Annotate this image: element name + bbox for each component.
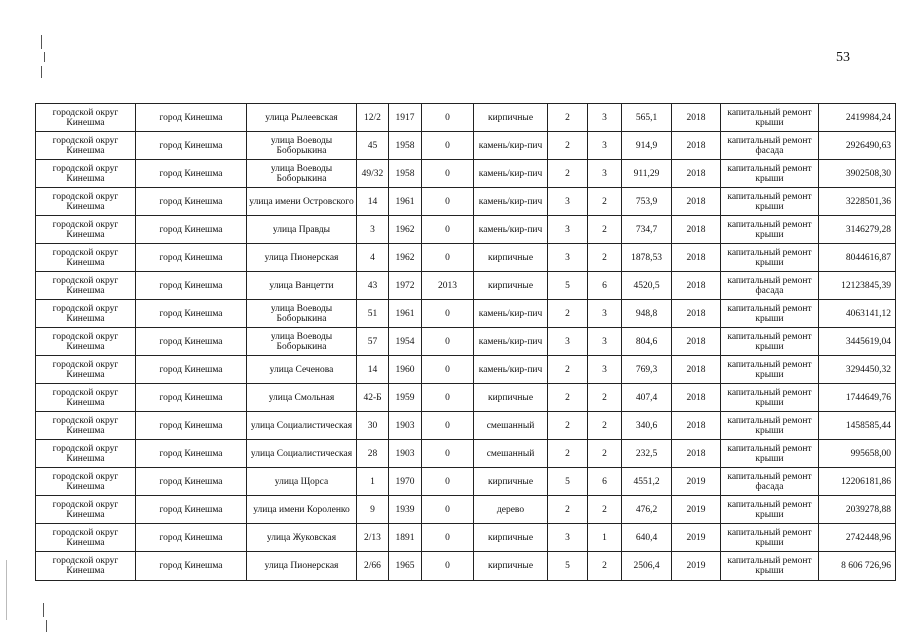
plan-year-cell: 2019 xyxy=(672,496,721,524)
city-cell: город Кинешма xyxy=(136,160,247,188)
work-type-cell: капитальный ремонт крыши xyxy=(721,524,819,552)
entrances-cell: 2 xyxy=(588,384,622,412)
year-overhaul-cell: 0 xyxy=(422,524,474,552)
floors-cell: 2 xyxy=(548,104,588,132)
entrances-cell: 2 xyxy=(588,552,622,581)
cost-cell: 8 606 726,96 xyxy=(819,552,896,581)
municipality-cell: городской округ Кинешма xyxy=(36,300,136,328)
plan-year-cell: 2019 xyxy=(672,524,721,552)
street-cell: улица Пионерская xyxy=(247,552,357,581)
year-built-cell: 1958 xyxy=(389,132,422,160)
plan-year-cell: 2019 xyxy=(672,468,721,496)
cost-cell: 1458585,44 xyxy=(819,412,896,440)
city-cell: город Кинешма xyxy=(136,440,247,468)
cost-cell: 3228501,36 xyxy=(819,188,896,216)
cost-cell: 3902508,30 xyxy=(819,160,896,188)
entrances-cell: 2 xyxy=(588,216,622,244)
wall-material-cell: кирпичные xyxy=(474,272,548,300)
year-overhaul-cell: 0 xyxy=(422,552,474,581)
floors-cell: 3 xyxy=(548,328,588,356)
municipality-cell: городской округ Кинешма xyxy=(36,132,136,160)
work-type-cell: капитальный ремонт фасада xyxy=(721,468,819,496)
municipality-cell: городской округ Кинешма xyxy=(36,188,136,216)
cost-cell: 1744649,76 xyxy=(819,384,896,412)
plan-year-cell: 2018 xyxy=(672,328,721,356)
municipality-cell: городской округ Кинешма xyxy=(36,216,136,244)
plan-year-cell: 2018 xyxy=(672,356,721,384)
city-cell: город Кинешма xyxy=(136,552,247,581)
scan-margin-mark xyxy=(41,35,42,49)
area-cell: 753,9 xyxy=(622,188,672,216)
year-overhaul-cell: 0 xyxy=(422,160,474,188)
table-row xyxy=(36,160,896,188)
city-cell: город Кинешма xyxy=(136,468,247,496)
cost-cell: 12123845,39 xyxy=(819,272,896,300)
table-row xyxy=(36,412,896,440)
house-number-cell: 1 xyxy=(357,468,389,496)
wall-material-cell: камень/кир-пич xyxy=(474,300,548,328)
year-built-cell: 1962 xyxy=(389,216,422,244)
work-type-cell: капитальный ремонт крыши xyxy=(721,188,819,216)
work-type-cell: капитальный ремонт крыши xyxy=(721,160,819,188)
table-row xyxy=(36,188,896,216)
year-built-cell: 1961 xyxy=(389,300,422,328)
floors-cell: 5 xyxy=(548,552,588,581)
house-number-cell: 45 xyxy=(357,132,389,160)
house-number-cell: 49/32 xyxy=(357,160,389,188)
scan-margin-mark xyxy=(43,603,44,617)
table-row xyxy=(36,132,896,160)
year-built-cell: 1960 xyxy=(389,356,422,384)
year-built-cell: 1972 xyxy=(389,272,422,300)
year-built-cell: 1961 xyxy=(389,188,422,216)
table-body xyxy=(36,104,896,581)
municipality-cell: городской округ Кинешма xyxy=(36,468,136,496)
area-cell: 4551,2 xyxy=(622,468,672,496)
cost-cell: 2419984,24 xyxy=(819,104,896,132)
plan-year-cell: 2018 xyxy=(672,300,721,328)
municipality-cell: городской округ Кинешма xyxy=(36,552,136,581)
work-type-cell: капитальный ремонт крыши xyxy=(721,496,819,524)
area-cell: 911,29 xyxy=(622,160,672,188)
wall-material-cell: кирпичные xyxy=(474,468,548,496)
plan-year-cell: 2018 xyxy=(672,132,721,160)
year-overhaul-cell: 0 xyxy=(422,104,474,132)
year-overhaul-cell: 0 xyxy=(422,468,474,496)
city-cell: город Кинешма xyxy=(136,244,247,272)
cost-cell: 12206181,86 xyxy=(819,468,896,496)
work-type-cell: капитальный ремонт фасада xyxy=(721,272,819,300)
street-cell: улица Правды xyxy=(247,216,357,244)
area-cell: 1878,53 xyxy=(622,244,672,272)
housing-overhaul-table xyxy=(35,103,896,581)
municipality-cell: городской округ Кинешма xyxy=(36,384,136,412)
municipality-cell: городской округ Кинешма xyxy=(36,244,136,272)
year-overhaul-cell: 0 xyxy=(422,412,474,440)
scan-margin-mark xyxy=(46,620,47,632)
entrances-cell: 3 xyxy=(588,160,622,188)
area-cell: 2506,4 xyxy=(622,552,672,581)
area-cell: 734,7 xyxy=(622,216,672,244)
entrances-cell: 3 xyxy=(588,300,622,328)
street-cell: улица Щорса xyxy=(247,468,357,496)
wall-material-cell: кирпичные xyxy=(474,104,548,132)
area-cell: 232,5 xyxy=(622,440,672,468)
table-row xyxy=(36,300,896,328)
plan-year-cell: 2018 xyxy=(672,412,721,440)
street-cell: улица имени Островского xyxy=(247,188,357,216)
table-row xyxy=(36,524,896,552)
street-cell: улица Ванцетти xyxy=(247,272,357,300)
house-number-cell: 14 xyxy=(357,356,389,384)
cost-cell: 3146279,28 xyxy=(819,216,896,244)
plan-year-cell: 2018 xyxy=(672,384,721,412)
entrances-cell: 2 xyxy=(588,440,622,468)
floors-cell: 3 xyxy=(548,524,588,552)
entrances-cell: 2 xyxy=(588,496,622,524)
area-cell: 769,3 xyxy=(622,356,672,384)
area-cell: 914,9 xyxy=(622,132,672,160)
wall-material-cell: кирпичные xyxy=(474,244,548,272)
year-built-cell: 1965 xyxy=(389,552,422,581)
plan-year-cell: 2018 xyxy=(672,244,721,272)
entrances-cell: 3 xyxy=(588,104,622,132)
year-overhaul-cell: 0 xyxy=(422,216,474,244)
wall-material-cell: смешанный xyxy=(474,412,548,440)
floors-cell: 3 xyxy=(548,244,588,272)
house-number-cell: 2/66 xyxy=(357,552,389,581)
city-cell: город Кинешма xyxy=(136,356,247,384)
wall-material-cell: камень/кир-пич xyxy=(474,356,548,384)
year-built-cell: 1959 xyxy=(389,384,422,412)
city-cell: город Кинешма xyxy=(136,300,247,328)
wall-material-cell: дерево xyxy=(474,496,548,524)
area-cell: 4520,5 xyxy=(622,272,672,300)
table-row xyxy=(36,272,896,300)
wall-material-cell: кирпичные xyxy=(474,552,548,581)
street-cell: улица Рылеевская xyxy=(247,104,357,132)
table-row xyxy=(36,552,896,581)
work-type-cell: капитальный ремонт крыши xyxy=(721,300,819,328)
work-type-cell: капитальный ремонт крыши xyxy=(721,356,819,384)
year-overhaul-cell: 0 xyxy=(422,328,474,356)
work-type-cell: капитальный ремонт крыши xyxy=(721,384,819,412)
plan-year-cell: 2018 xyxy=(672,160,721,188)
area-cell: 565,1 xyxy=(622,104,672,132)
entrances-cell: 2 xyxy=(588,412,622,440)
house-number-cell: 3 xyxy=(357,216,389,244)
year-overhaul-cell: 0 xyxy=(422,356,474,384)
area-cell: 804,6 xyxy=(622,328,672,356)
floors-cell: 2 xyxy=(548,300,588,328)
street-cell: улица Смольная xyxy=(247,384,357,412)
house-number-cell: 12/2 xyxy=(357,104,389,132)
wall-material-cell: камень/кир-пич xyxy=(474,132,548,160)
floors-cell: 5 xyxy=(548,468,588,496)
floors-cell: 3 xyxy=(548,188,588,216)
year-overhaul-cell: 2013 xyxy=(422,272,474,300)
floors-cell: 2 xyxy=(548,496,588,524)
city-cell: город Кинешма xyxy=(136,524,247,552)
house-number-cell: 9 xyxy=(357,496,389,524)
year-overhaul-cell: 0 xyxy=(422,244,474,272)
entrances-cell: 6 xyxy=(588,468,622,496)
floors-cell: 2 xyxy=(548,384,588,412)
work-type-cell: капитальный ремонт крыши xyxy=(721,328,819,356)
street-cell: улица Социалистическая xyxy=(247,440,357,468)
cost-cell: 8044616,87 xyxy=(819,244,896,272)
street-cell: улица Воеводы Боборыкина xyxy=(247,132,357,160)
city-cell: город Кинешма xyxy=(136,496,247,524)
cost-cell: 2926490,63 xyxy=(819,132,896,160)
area-cell: 407,4 xyxy=(622,384,672,412)
city-cell: город Кинешма xyxy=(136,216,247,244)
plan-year-cell: 2018 xyxy=(672,188,721,216)
wall-material-cell: кирпичные xyxy=(474,524,548,552)
plan-year-cell: 2018 xyxy=(672,272,721,300)
scan-margin-mark xyxy=(44,52,45,62)
street-cell: улица имени Короленко xyxy=(247,496,357,524)
city-cell: город Кинешма xyxy=(136,412,247,440)
table-row xyxy=(36,356,896,384)
year-built-cell: 1958 xyxy=(389,160,422,188)
cost-cell: 4063141,12 xyxy=(819,300,896,328)
year-built-cell: 1891 xyxy=(389,524,422,552)
work-type-cell: капитальный ремонт крыши xyxy=(721,244,819,272)
year-overhaul-cell: 0 xyxy=(422,496,474,524)
street-cell: улица Воеводы Боборыкина xyxy=(247,328,357,356)
city-cell: город Кинешма xyxy=(136,132,247,160)
wall-material-cell: камень/кир-пич xyxy=(474,160,548,188)
municipality-cell: городской округ Кинешма xyxy=(36,356,136,384)
work-type-cell: капитальный ремонт крыши xyxy=(721,552,819,581)
entrances-cell: 3 xyxy=(588,132,622,160)
cost-cell: 3445619,04 xyxy=(819,328,896,356)
work-type-cell: капитальный ремонт крыши xyxy=(721,104,819,132)
street-cell: улица Жуковская xyxy=(247,524,357,552)
table-row xyxy=(36,104,896,132)
entrances-cell: 1 xyxy=(588,524,622,552)
municipality-cell: городской округ Кинешма xyxy=(36,440,136,468)
cost-cell: 2039278,88 xyxy=(819,496,896,524)
cost-cell: 995658,00 xyxy=(819,440,896,468)
floors-cell: 2 xyxy=(548,356,588,384)
page-number: 53 xyxy=(836,50,850,65)
floors-cell: 2 xyxy=(548,132,588,160)
cost-cell: 2742448,96 xyxy=(819,524,896,552)
city-cell: город Кинешма xyxy=(136,104,247,132)
house-number-cell: 14 xyxy=(357,188,389,216)
plan-year-cell: 2019 xyxy=(672,552,721,581)
year-built-cell: 1903 xyxy=(389,440,422,468)
work-type-cell: капитальный ремонт крыши xyxy=(721,412,819,440)
wall-material-cell: смешанный xyxy=(474,440,548,468)
floors-cell: 3 xyxy=(548,216,588,244)
work-type-cell: капитальный ремонт крыши xyxy=(721,216,819,244)
entrances-cell: 3 xyxy=(588,356,622,384)
table-row xyxy=(36,468,896,496)
year-overhaul-cell: 0 xyxy=(422,384,474,412)
house-number-cell: 43 xyxy=(357,272,389,300)
year-built-cell: 1962 xyxy=(389,244,422,272)
entrances-cell: 3 xyxy=(588,328,622,356)
table-row xyxy=(36,496,896,524)
table-row xyxy=(36,328,896,356)
scan-margin-mark xyxy=(6,560,7,620)
floors-cell: 2 xyxy=(548,440,588,468)
year-built-cell: 1903 xyxy=(389,412,422,440)
area-cell: 476,2 xyxy=(622,496,672,524)
table-row xyxy=(36,216,896,244)
entrances-cell: 2 xyxy=(588,188,622,216)
year-overhaul-cell: 0 xyxy=(422,300,474,328)
floors-cell: 5 xyxy=(548,272,588,300)
entrances-cell: 6 xyxy=(588,272,622,300)
year-built-cell: 1917 xyxy=(389,104,422,132)
municipality-cell: городской округ Кинешма xyxy=(36,104,136,132)
year-built-cell: 1970 xyxy=(389,468,422,496)
wall-material-cell: кирпичные xyxy=(474,384,548,412)
street-cell: улица Воеводы Боборыкина xyxy=(247,160,357,188)
municipality-cell: городской округ Кинешма xyxy=(36,412,136,440)
street-cell: улица Воеводы Боборыкина xyxy=(247,300,357,328)
municipality-cell: городской округ Кинешма xyxy=(36,524,136,552)
municipality-cell: городской округ Кинешма xyxy=(36,160,136,188)
year-built-cell: 1939 xyxy=(389,496,422,524)
year-overhaul-cell: 0 xyxy=(422,132,474,160)
year-overhaul-cell: 0 xyxy=(422,188,474,216)
plan-year-cell: 2018 xyxy=(672,104,721,132)
house-number-cell: 30 xyxy=(357,412,389,440)
municipality-cell: городской округ Кинешма xyxy=(36,496,136,524)
city-cell: город Кинешма xyxy=(136,328,247,356)
cost-cell: 3294450,32 xyxy=(819,356,896,384)
scan-margin-mark xyxy=(41,66,42,78)
entrances-cell: 2 xyxy=(588,244,622,272)
area-cell: 340,6 xyxy=(622,412,672,440)
work-type-cell: капитальный ремонт фасада xyxy=(721,132,819,160)
plan-year-cell: 2018 xyxy=(672,440,721,468)
table-row xyxy=(36,384,896,412)
wall-material-cell: камень/кир-пич xyxy=(474,328,548,356)
area-cell: 640,4 xyxy=(622,524,672,552)
house-number-cell: 28 xyxy=(357,440,389,468)
street-cell: улица Социалистическая xyxy=(247,412,357,440)
area-cell: 948,8 xyxy=(622,300,672,328)
municipality-cell: городской округ Кинешма xyxy=(36,272,136,300)
street-cell: улица Пионерская xyxy=(247,244,357,272)
house-number-cell: 51 xyxy=(357,300,389,328)
floors-cell: 2 xyxy=(548,160,588,188)
house-number-cell: 57 xyxy=(357,328,389,356)
work-type-cell: капитальный ремонт крыши xyxy=(721,440,819,468)
table-row xyxy=(36,244,896,272)
municipality-cell: городской округ Кинешма xyxy=(36,328,136,356)
wall-material-cell: камень/кир-пич xyxy=(474,188,548,216)
city-cell: город Кинешма xyxy=(136,384,247,412)
city-cell: город Кинешма xyxy=(136,272,247,300)
city-cell: город Кинешма xyxy=(136,188,247,216)
floors-cell: 2 xyxy=(548,412,588,440)
house-number-cell: 2/13 xyxy=(357,524,389,552)
house-number-cell: 42-Б xyxy=(357,384,389,412)
street-cell: улица Сеченова xyxy=(247,356,357,384)
plan-year-cell: 2018 xyxy=(672,216,721,244)
wall-material-cell: камень/кир-пич xyxy=(474,216,548,244)
year-built-cell: 1954 xyxy=(389,328,422,356)
year-overhaul-cell: 0 xyxy=(422,440,474,468)
table-row xyxy=(36,440,896,468)
house-number-cell: 4 xyxy=(357,244,389,272)
